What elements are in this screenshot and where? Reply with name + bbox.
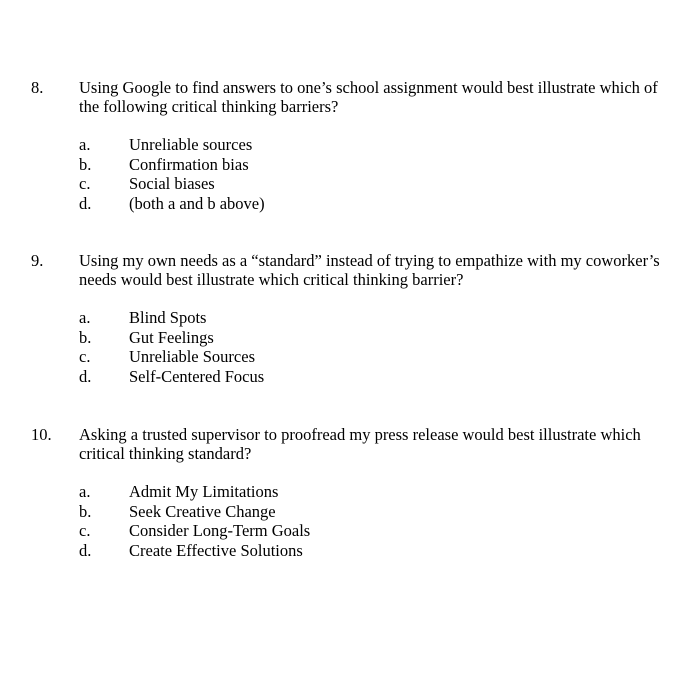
option-d	[79, 367, 579, 387]
option-text: Gut Feelings	[129, 327, 214, 347]
option-c	[79, 174, 579, 194]
question-number: 9.	[31, 251, 44, 270]
option-text: Confirmation bias	[129, 154, 249, 174]
option-c	[79, 347, 579, 367]
option-letter: b.	[79, 501, 92, 521]
answer-options	[79, 482, 579, 560]
option-letter: a.	[79, 482, 91, 501]
option-b	[79, 502, 579, 522]
question-number: 8.	[31, 78, 44, 97]
option-letter: c.	[79, 347, 91, 366]
option-text: Consider Long-Term Goals	[129, 521, 311, 540]
option-text: Social biases	[129, 174, 215, 193]
option-text: Seek Creative Change	[129, 501, 276, 521]
option-a	[79, 308, 579, 328]
option-text: Create Effective Solutions	[129, 540, 303, 560]
answer-options	[79, 135, 579, 213]
option-text: Unreliable Sources	[129, 347, 255, 366]
option-letter: a.	[79, 135, 91, 154]
option-a	[79, 135, 579, 155]
option-letter: c.	[79, 174, 91, 193]
question-text: Using Google to find answers to one’s school assignment would best illustrate which of the following critical thinking barriers?	[79, 78, 658, 116]
question-text: Asking a trusted supervisor to proofread my press release would best illustrate which critical thinking standard?	[79, 425, 641, 463]
option-d	[79, 194, 579, 214]
option-letter: c.	[79, 521, 91, 540]
option-c	[79, 521, 579, 541]
option-letter: d.	[79, 366, 92, 386]
option-text: Admit My Limitations	[129, 482, 279, 501]
question-number: 10.	[31, 425, 52, 444]
question-text: Using my own needs as a “standard” instead of trying to empathize with my coworker’s needs would best illustrate which critical thinking barrier?	[79, 251, 660, 289]
option-d	[79, 541, 579, 561]
option-letter: d.	[79, 540, 92, 560]
option-b	[79, 328, 579, 348]
option-text: Unreliable sources	[129, 135, 253, 154]
option-letter: b.	[79, 327, 92, 347]
option-text: Self-Centered Focus	[129, 366, 265, 386]
option-a	[79, 482, 579, 502]
option-letter: a.	[79, 308, 91, 327]
option-letter: b.	[79, 154, 92, 174]
option-letter: d.	[79, 193, 92, 213]
answer-options	[79, 308, 579, 386]
option-text: (both a and b above)	[129, 193, 265, 213]
option-b	[79, 155, 579, 175]
option-text: Blind Spots	[129, 308, 207, 327]
